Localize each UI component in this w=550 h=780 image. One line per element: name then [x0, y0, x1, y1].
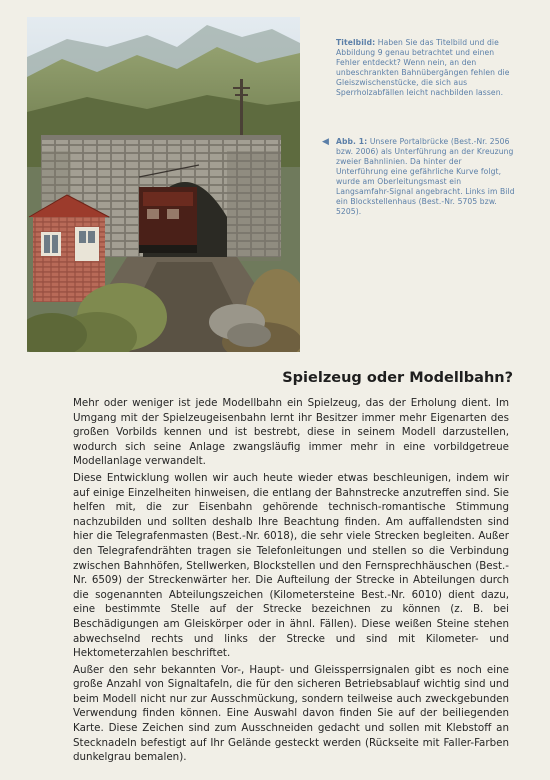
- article-body: [73, 396, 509, 767]
- caption-title-image: [336, 38, 516, 98]
- paragraph: Diese Entwicklung wollen wir auch heute wieder etwas beschleunigen, indem wir auf einige Einzelheiten hinweisen, die entlang der Bahnstrecke anzutreffen sind. Sie helfen mit, die zur Eisenbahn gehörende technisch-romantische Stimmung nachzubilden und sollten deshalb Ihre Beachtung finden. Am auffallendsten sind hier die Telegrafenmasten (Best.-Nr. 6018), die sehr viele Strecken begleiten. Außer den Telegrafendrähten tragen sie Telefonleitungen und stellen so die Verbindung zwischen Bahnhöfen, Stellwerken, Blockstellen und den Fernsprechhäuschen (Best.-Nr. 6509) der Streckenwärter her. Die Aufteilung der Strecke in Abteilungen durch die sogenannten Abteilungszeichen (Kilometersteine Best.-Nr. 6010) dient dazu, eine bestimmte Stelle auf der Strecke bezeichnen zu können (z. B. bei Beschädigungen am Gleiskörper oder in ähnl. Fällen). Diese weißen Steine stehen abwechselnd rechts und links der Strecke und sind mit Kilometer- und Hektometerzahlen beschriftet.: [73, 471, 509, 660]
- caption-fig1-text: Unsere Portalbrücke (Best.-Nr. 2506 bzw. 2006) als Unterführung an der Kreuzung zweier Bahnlinien. Da hinter der Unterführung eine gefährliche Kurve folgt, wurde am Oberleitungsmast ein Langsamfahr-Signal angebracht. Links im Bild ein Blockstellenhaus (Best.-Nr. 5705 bzw. 5205).: [336, 137, 515, 216]
- caption-title-label: Titelbild:: [336, 38, 376, 47]
- caption-fig1-label: Abb. 1:: [336, 137, 368, 146]
- model-railway-photo: [27, 17, 300, 352]
- caption-figure-1: [336, 137, 516, 217]
- paragraph: Mehr oder weniger ist jede Modellbahn ein Spielzeug, das der Erholung dient. Im Umgang mit der Spielzeugeisenbahn lernt ihr Besitzer immer mehr Eigenarten des großen Vorbilds kennen und ist bestrebt, diese in seinem Modell darzustellen, wodurch sich seine Anlage zwangsläufig immer mehr in eine vorbildgetreue Modellanlage verwandelt.: [73, 397, 509, 468]
- caption-title-text: Haben Sie das Titelbild und die Abbildung 9 genau betrachtet und einen Fehler entdeckt? Wenn nein, an den unbeschrankten Bahnübergängen fehlen die Gleiszwischenstücke, die sich aus Sperrholzabfällen leicht nachbilden lassen.: [336, 38, 510, 97]
- paragraph: Außer den sehr bekannten Vor-, Haupt- und Gleissperrsignalen gibt es noch eine große Anzahl von Signaltafeln, die für den sicheren Betriebsablauf wichtig sind und beim Modell nicht nur zur Ausschmückung, sondern teilweise auch zweckgebunden Verwendung finden können. Eine Auswahl davon finden Sie auf der beiliegenden Karte. Diese Zeichen sind zum Ausschneiden gedacht und sollen mit Klebstoff an Stecknadeln befestigt auf Ihr Gelände gesteckt werden (Rückseite mit Faller-Farben dunkelgrau bemalen).: [73, 663, 509, 764]
- section-heading: Spielzeug oder Modellbahn?: [282, 370, 513, 386]
- caption-pointer-icon: ◀: [322, 137, 329, 147]
